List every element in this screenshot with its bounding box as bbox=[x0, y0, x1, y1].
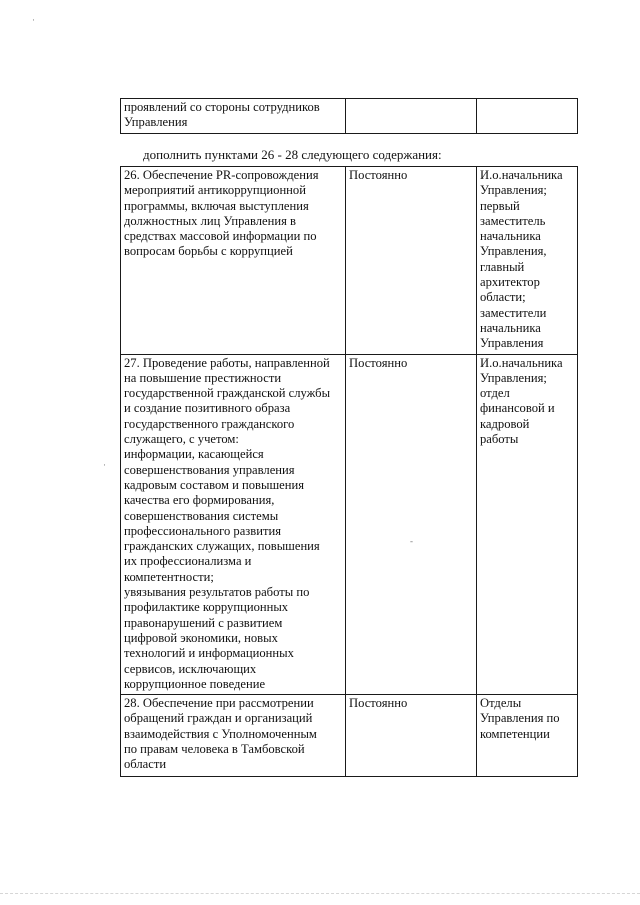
content-cell: проявлений со стороны сотрудников Управления bbox=[121, 99, 346, 134]
table-row bbox=[121, 354, 578, 695]
content-cell: 26. Обеспечение PR-сопровождения мероприятий антикоррупционной программы, включая выступления должностных лиц Управления в средствах массовой информации по вопросам борьбы с коррупцией bbox=[121, 167, 346, 355]
content-cell: 27. Проведение работы, направленной на повышение престижности государственной гражданской службы и создание позитивного образа государственного гражданского служащего, с учетом: информации, касающейся совершенствования управления кадровым составом и повышения качества его формирования, совершенствования системы профессионального развития гражданских служащих, повышения их профессионализма и компетентности; увязывания результатов работы по профилактике коррупционных правонарушений с развитием цифровой экономики, новых технологий и информационных сервисов, исключающих коррупционное поведение bbox=[121, 354, 346, 695]
term-cell: Постоянно bbox=[346, 354, 477, 695]
measures-table bbox=[120, 166, 578, 777]
table-row bbox=[121, 695, 578, 777]
scan-edge-noise bbox=[0, 893, 640, 898]
table-row bbox=[121, 167, 578, 355]
term-cell bbox=[346, 99, 477, 134]
scan-speck: - bbox=[410, 536, 413, 546]
scan-speck: · bbox=[103, 460, 106, 470]
amendment-intro-text: дополнить пунктами 26 - 28 следующего содержания: bbox=[143, 147, 442, 162]
responsible-cell: И.о.начальника Управления; первый заместитель начальника Управления, главный архитектор области; заместители начальника Управления bbox=[477, 167, 578, 355]
responsible-cell bbox=[477, 99, 578, 134]
continuation-table bbox=[120, 98, 578, 134]
term-cell: Постоянно bbox=[346, 167, 477, 355]
term-cell: Постоянно bbox=[346, 695, 477, 777]
scan-speck: · bbox=[32, 15, 35, 25]
table-row bbox=[121, 99, 578, 134]
responsible-cell: И.о.начальника Управления; отдел финансовой и кадровой работы bbox=[477, 354, 578, 695]
responsible-cell: Отделы Управления по компетенции bbox=[477, 695, 578, 777]
content-cell: 28. Обеспечение при рассмотрении обращений граждан и организаций взаимодействия с Уполномоченным по правам человека в Тамбовской области bbox=[121, 695, 346, 777]
